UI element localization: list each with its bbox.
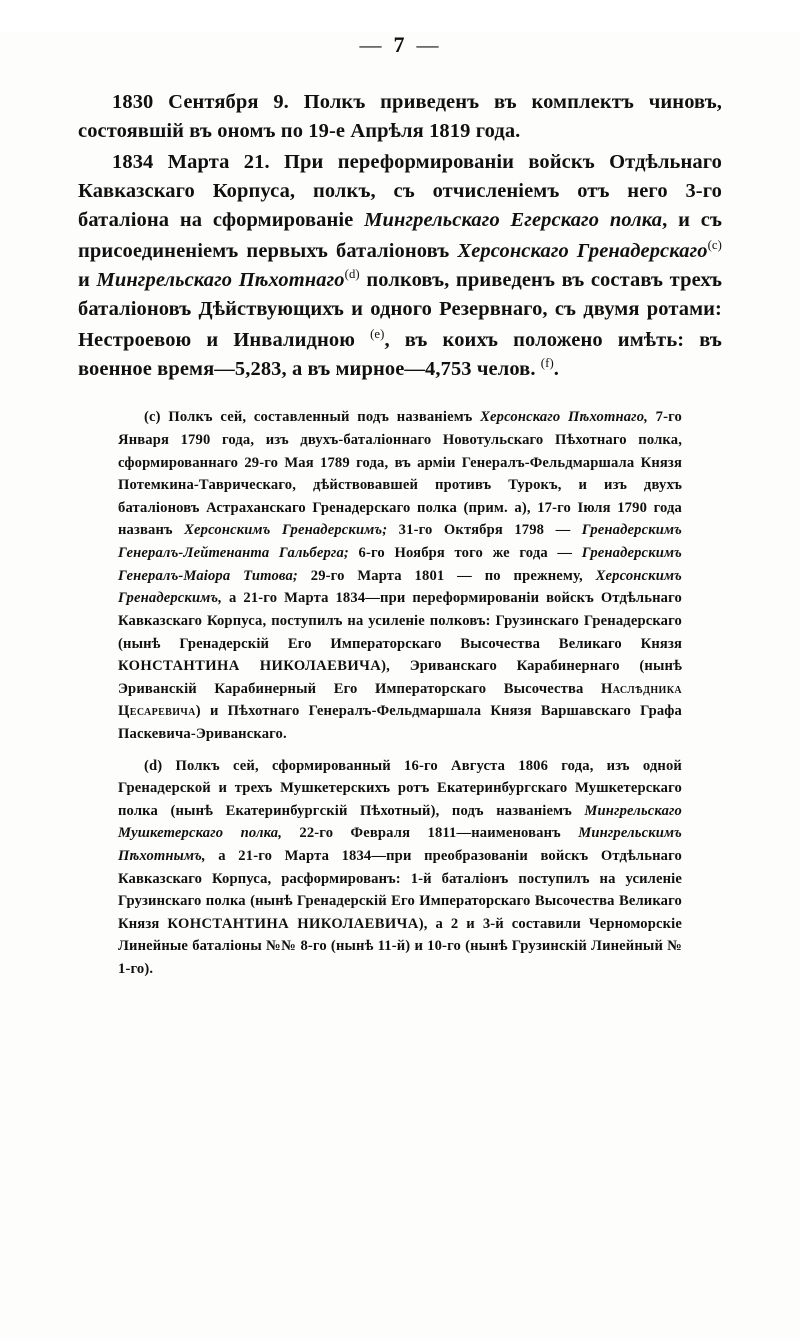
entry-1830 bbox=[78, 88, 722, 146]
footnote-c-s5: 29-го Марта 1801 — по прежнему, bbox=[297, 567, 596, 584]
footnote-d-caps1: КОНСТАНТИНА НИКОЛАЕВИЧА bbox=[167, 915, 419, 932]
entry-1834-part5: , въ коихъ положено имѣть: въ военное время—5,283, а въ мирное—4,753 челов. bbox=[78, 328, 722, 381]
dash-left-icon: — bbox=[359, 32, 384, 57]
footnote-d-marker: (d) bbox=[144, 757, 163, 774]
entry-1834-part6: . bbox=[553, 358, 560, 381]
entry-1830-date: 1830 Сентября 9. bbox=[112, 91, 289, 113]
footnote-d-i2: Мингрельскимъ Пѣхотнымъ, bbox=[118, 825, 682, 864]
footnote-d-s2: 22-го Февраля 1811—наименованъ bbox=[282, 825, 579, 842]
entry-1834-italic-khersonsky-grenadersky: Херсонскаго Гренадерскаго bbox=[457, 239, 708, 262]
footnote-c-i2: Херсонскимъ Гренадерскимъ; bbox=[184, 522, 388, 539]
entry-1834 bbox=[78, 148, 722, 384]
entry-1834-part1: При переформированіи войскъ Отдѣльнаго Кавказскаго Корпуса, полкъ, съ отчисленіемъ отъ него 3-го баталіона на сформированіе bbox=[78, 151, 723, 232]
footnote-d-i1: Мингрельскаго Мушкетерскаго полка, bbox=[118, 802, 682, 842]
footnote-c-i5: Херсонскимъ Гренадерскимъ, bbox=[118, 567, 682, 607]
footnote-c-i1: Херсонскаго Пѣхотнаго, bbox=[480, 409, 648, 426]
footnote-c-i3: Гренадерскимъ Генералъ-Лейтенанта Гальберга; bbox=[118, 522, 683, 562]
document-page bbox=[0, 32, 800, 1339]
footnote-ref-f: (f) bbox=[540, 356, 554, 371]
footnote-d bbox=[118, 755, 682, 981]
page-number-header bbox=[0, 32, 800, 58]
footnote-ref-e: (e) bbox=[370, 326, 385, 341]
footnote-c-s7: ), Эриванскаго Карабинернаго (нынѣ Эриванскій Карабинерный Его Императорскаго Высочества bbox=[118, 658, 682, 697]
footnote-c-i4: Гренадерскимъ Генералъ-Маіора Титова; bbox=[118, 545, 682, 584]
footnote-ref-d: (d) bbox=[344, 267, 360, 282]
entry-1834-part2: , и съ присоединеніемъ первыхъ баталіоновъ bbox=[78, 209, 723, 262]
footnote-d-s3: а 21-го Марта 1834—при преобразованіи войскъ Отдѣльнаго Кавказскаго Корпуса, расформированъ: 1-й баталіонъ поступилъ на усиленіе Грузинскаго полка (нынѣ Гренадерскій Его Императорскаго Высочества Великаго Князя bbox=[118, 847, 682, 932]
entry-1834-italic-mingrelsky-pehotny: Мингрельскаго Пѣхотнаго bbox=[96, 269, 345, 292]
footnote-c-s6: а 21-го Марта 1834—при переформированіи войскъ Отдѣльнаго Кавказскаго Корпуса, поступилъ на усиленіе полковъ: Грузинскаго Гренадерскаго (нынѣ Гренадерскій Его Императорскаго Высочества Великаго Князя bbox=[118, 590, 682, 652]
dash-right-icon: — bbox=[416, 32, 441, 57]
footnote-c bbox=[118, 406, 682, 745]
main-text-block bbox=[78, 88, 722, 384]
entry-1834-date: 1834 Марта 21. bbox=[112, 151, 270, 174]
footnote-c-s3: 31-го Октября 1798 — bbox=[387, 522, 582, 539]
entry-1834-italic-mingrelsky-egersky: Мингрельскаго Егерскаго полка bbox=[364, 209, 663, 232]
footnote-c-s4: 6-го Ноября того же года — bbox=[348, 545, 582, 562]
footnotes-block bbox=[118, 406, 682, 980]
entry-1834-part4: полковъ, приведенъ въ составъ трехъ баталіоновъ Дѣйствующихъ и одного Резервнаго, съ двумя ротами: Нестроевою и Инвалидною bbox=[78, 269, 723, 351]
footnote-c-s2: 7-го Января 1790 года, изъ двухъ-баталіоннаго Новотульскаго Пѣхотнаго полка, сформированнаго 29-го Мая 1789 года, въ арміи Генералъ-Фельдмаршала Князя Потемкина-Таврическаго, дѣйствовавшей противъ Турокъ, и изъ двухъ баталіоновъ Астраханскаго Гренадерскаго полка (прим. a), 17-го Іюля 1790 года названъ bbox=[118, 409, 682, 539]
entry-1834-part3: и bbox=[78, 269, 97, 292]
footnote-ref-c: (c) bbox=[707, 237, 722, 252]
footnote-c-marker: (c) bbox=[144, 409, 161, 426]
entry-1830-text: Полкъ приведенъ въ комплектъ чиновъ, состоявшій въ ономъ по 19-е Апрѣля 1819 года. bbox=[78, 91, 722, 143]
footnote-c-caps2: Наслѣдника Цесаревича bbox=[118, 680, 682, 720]
footnote-d-s1: Полкъ сей, сформированный 16-го Августа 1806 года, изъ одной Гренадерской и трехъ Мушкетерскихъ ротъ Екатеринбургскаго Мушкетерскаго полка (нынѣ Екатеринбургскій Пѣхотный), подъ названіемъ bbox=[118, 757, 682, 819]
footnote-c-s1: Полкъ сей, составленный подъ названіемъ bbox=[160, 409, 481, 426]
footnote-d-s4: ), а 2 и 3-й составили Черноморскіе Линейные баталіоны №№ 8-го (нынѣ 11-й) и 10-го (нынѣ Грузинскій Линейный № 1-го). bbox=[118, 915, 682, 978]
page-number: 7 bbox=[393, 32, 407, 57]
footnote-c-s8: ) и Пѣхотнаго Генералъ-Фельдмаршала Князя Варшавскаго Графа Паскевича-Эриванскаго. bbox=[118, 703, 682, 742]
footnote-c-caps1: КОНСТАНТИНА НИКОЛАЕВИЧА bbox=[118, 658, 382, 675]
